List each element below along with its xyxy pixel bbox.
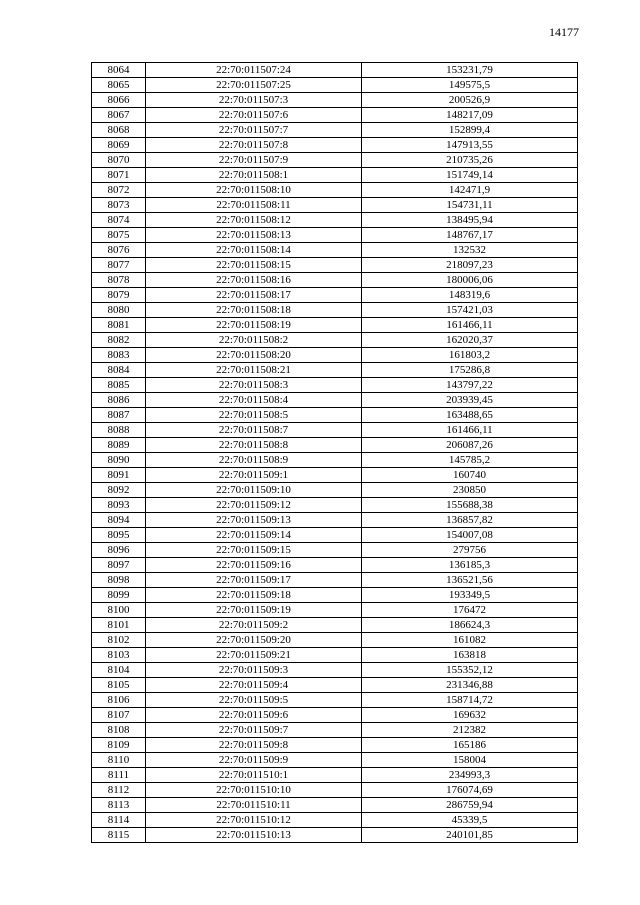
value-cell: 155688,38 <box>362 498 578 513</box>
value-cell: 203939,45 <box>362 393 578 408</box>
row-number-cell: 8077 <box>92 258 146 273</box>
row-number-cell: 8071 <box>92 168 146 183</box>
cadastral-number-cell: 22:70:011509:21 <box>146 648 362 663</box>
cadastral-number-cell: 22:70:011508:11 <box>146 198 362 213</box>
cadastral-number-cell: 22:70:011510:12 <box>146 813 362 828</box>
table-row <box>92 453 578 468</box>
table-row <box>92 783 578 798</box>
table-row <box>92 498 578 513</box>
cadastral-number-cell: 22:70:011508:13 <box>146 228 362 243</box>
table-row <box>92 663 578 678</box>
table-row <box>92 93 578 108</box>
cadastral-number-cell: 22:70:011508:4 <box>146 393 362 408</box>
cadastral-number-cell: 22:70:011509:12 <box>146 498 362 513</box>
row-number-cell: 8070 <box>92 153 146 168</box>
value-cell: 158004 <box>362 753 578 768</box>
table-row <box>92 573 578 588</box>
table-row <box>92 153 578 168</box>
table-row <box>92 723 578 738</box>
table-row <box>92 258 578 273</box>
row-number-cell: 8110 <box>92 753 146 768</box>
value-cell: 175286,8 <box>362 363 578 378</box>
table-row <box>92 348 578 363</box>
table-body <box>92 63 578 843</box>
value-cell: 143797,22 <box>362 378 578 393</box>
row-number-cell: 8097 <box>92 558 146 573</box>
row-number-cell: 8102 <box>92 633 146 648</box>
table-row <box>92 603 578 618</box>
row-number-cell: 8095 <box>92 528 146 543</box>
table-row <box>92 423 578 438</box>
row-number-cell: 8086 <box>92 393 146 408</box>
cadastral-number-cell: 22:70:011509:16 <box>146 558 362 573</box>
value-cell: 240101,85 <box>362 828 578 843</box>
value-cell: 148217,09 <box>362 108 578 123</box>
row-number-cell: 8076 <box>92 243 146 258</box>
value-cell: 169632 <box>362 708 578 723</box>
row-number-cell: 8081 <box>92 318 146 333</box>
row-number-cell: 8106 <box>92 693 146 708</box>
row-number-cell: 8098 <box>92 573 146 588</box>
table-row <box>92 168 578 183</box>
value-cell: 136185,3 <box>362 558 578 573</box>
row-number-cell: 8096 <box>92 543 146 558</box>
value-cell: 148319,6 <box>362 288 578 303</box>
value-cell: 162020,37 <box>362 333 578 348</box>
cadastral-number-cell: 22:70:011509:2 <box>146 618 362 633</box>
row-number-cell: 8084 <box>92 363 146 378</box>
row-number-cell: 8085 <box>92 378 146 393</box>
row-number-cell: 8093 <box>92 498 146 513</box>
table-row <box>92 363 578 378</box>
value-cell: 160740 <box>362 468 578 483</box>
value-cell: 136521,56 <box>362 573 578 588</box>
cadastral-number-cell: 22:70:011508:9 <box>146 453 362 468</box>
value-cell: 176074,69 <box>362 783 578 798</box>
cadastral-number-cell: 22:70:011508:15 <box>146 258 362 273</box>
value-cell: 206087,26 <box>362 438 578 453</box>
cadastral-number-cell: 22:70:011507:7 <box>146 123 362 138</box>
table-row <box>92 588 578 603</box>
value-cell: 149575,5 <box>362 78 578 93</box>
value-cell: 161466,11 <box>362 318 578 333</box>
value-cell: 163488,65 <box>362 408 578 423</box>
value-cell: 157421,03 <box>362 303 578 318</box>
row-number-cell: 8115 <box>92 828 146 843</box>
row-number-cell: 8079 <box>92 288 146 303</box>
table-row <box>92 78 578 93</box>
cadastral-number-cell: 22:70:011509:17 <box>146 573 362 588</box>
value-cell: 210735,26 <box>362 153 578 168</box>
cadastral-number-cell: 22:70:011509:3 <box>146 663 362 678</box>
table-row <box>92 828 578 843</box>
cadastral-number-cell: 22:70:011509:9 <box>146 753 362 768</box>
cadastral-number-cell: 22:70:011509:4 <box>146 678 362 693</box>
cadastral-number-cell: 22:70:011510:10 <box>146 783 362 798</box>
table-row <box>92 618 578 633</box>
cadastral-number-cell: 22:70:011509:18 <box>146 588 362 603</box>
row-number-cell: 8067 <box>92 108 146 123</box>
value-cell: 154731,11 <box>362 198 578 213</box>
row-number-cell: 8105 <box>92 678 146 693</box>
value-cell: 151749,14 <box>362 168 578 183</box>
value-cell: 165186 <box>362 738 578 753</box>
row-number-cell: 8078 <box>92 273 146 288</box>
value-cell: 142471,9 <box>362 183 578 198</box>
row-number-cell: 8075 <box>92 228 146 243</box>
table-row <box>92 378 578 393</box>
table-row <box>92 543 578 558</box>
cadastral-number-cell: 22:70:011509:13 <box>146 513 362 528</box>
table-row <box>92 63 578 78</box>
cadastral-number-cell: 22:70:011508:7 <box>146 423 362 438</box>
row-number-cell: 8114 <box>92 813 146 828</box>
table-row <box>92 558 578 573</box>
table-row <box>92 333 578 348</box>
value-cell: 212382 <box>362 723 578 738</box>
value-cell: 186624,3 <box>362 618 578 633</box>
row-number-cell: 8100 <box>92 603 146 618</box>
row-number-cell: 8087 <box>92 408 146 423</box>
table-row <box>92 213 578 228</box>
table-row <box>92 438 578 453</box>
table-row <box>92 483 578 498</box>
table-row <box>92 408 578 423</box>
row-number-cell: 8111 <box>92 768 146 783</box>
value-cell: 200526,9 <box>362 93 578 108</box>
value-cell: 163818 <box>362 648 578 663</box>
table-row <box>92 528 578 543</box>
cadastral-number-cell: 22:70:011507:9 <box>146 153 362 168</box>
value-cell: 218097,23 <box>362 258 578 273</box>
value-cell: 138495,94 <box>362 213 578 228</box>
cadastral-number-cell: 22:70:011507:8 <box>146 138 362 153</box>
value-cell: 161803,2 <box>362 348 578 363</box>
table-row <box>92 738 578 753</box>
table-row <box>92 633 578 648</box>
value-cell: 152899,4 <box>362 123 578 138</box>
value-cell: 145785,2 <box>362 453 578 468</box>
value-cell: 286759,94 <box>362 798 578 813</box>
value-cell: 154007,08 <box>362 528 578 543</box>
table-row <box>92 693 578 708</box>
value-cell: 176472 <box>362 603 578 618</box>
cadastral-number-cell: 22:70:011508:17 <box>146 288 362 303</box>
value-cell: 231346,88 <box>362 678 578 693</box>
value-cell: 136857,82 <box>362 513 578 528</box>
row-number-cell: 8089 <box>92 438 146 453</box>
row-number-cell: 8074 <box>92 213 146 228</box>
table-row <box>92 198 578 213</box>
row-number-cell: 8103 <box>92 648 146 663</box>
cadastral-number-cell: 22:70:011508:18 <box>146 303 362 318</box>
cadastral-number-cell: 22:70:011509:7 <box>146 723 362 738</box>
value-cell: 153231,79 <box>362 63 578 78</box>
value-cell: 279756 <box>362 543 578 558</box>
value-cell: 230850 <box>362 483 578 498</box>
cadastral-number-cell: 22:70:011510:13 <box>146 828 362 843</box>
value-cell: 158714,72 <box>362 693 578 708</box>
page-number: 14177 <box>549 25 579 39</box>
table-row <box>92 123 578 138</box>
cadastral-number-cell: 22:70:011507:25 <box>146 78 362 93</box>
value-cell: 45339,5 <box>362 813 578 828</box>
table-row <box>92 813 578 828</box>
row-number-cell: 8080 <box>92 303 146 318</box>
cadastral-number-cell: 22:70:011508:21 <box>146 363 362 378</box>
value-cell: 234993,3 <box>362 768 578 783</box>
row-number-cell: 8073 <box>92 198 146 213</box>
cadastral-number-cell: 22:70:011510:1 <box>146 768 362 783</box>
cadastral-number-cell: 22:70:011509:14 <box>146 528 362 543</box>
cadastral-number-cell: 22:70:011507:24 <box>146 63 362 78</box>
value-cell: 132532 <box>362 243 578 258</box>
cadastral-number-cell: 22:70:011507:3 <box>146 93 362 108</box>
row-number-cell: 8064 <box>92 63 146 78</box>
value-cell: 161082 <box>362 633 578 648</box>
row-number-cell: 8112 <box>92 783 146 798</box>
cadastral-number-cell: 22:70:011509:19 <box>146 603 362 618</box>
cadastral-number-cell: 22:70:011509:15 <box>146 543 362 558</box>
table-row <box>92 708 578 723</box>
row-number-cell: 8109 <box>92 738 146 753</box>
cadastral-number-cell: 22:70:011508:20 <box>146 348 362 363</box>
table-row <box>92 468 578 483</box>
row-number-cell: 8107 <box>92 708 146 723</box>
cadastral-number-cell: 22:70:011509:8 <box>146 738 362 753</box>
cadastral-number-cell: 22:70:011510:11 <box>146 798 362 813</box>
table-row <box>92 288 578 303</box>
row-number-cell: 8091 <box>92 468 146 483</box>
row-number-cell: 8088 <box>92 423 146 438</box>
table-row <box>92 303 578 318</box>
value-cell: 180006,06 <box>362 273 578 288</box>
table-row <box>92 138 578 153</box>
row-number-cell: 8065 <box>92 78 146 93</box>
cadastral-number-cell: 22:70:011508:16 <box>146 273 362 288</box>
table-row <box>92 318 578 333</box>
cadastral-number-cell: 22:70:011508:3 <box>146 378 362 393</box>
row-number-cell: 8082 <box>92 333 146 348</box>
row-number-cell: 8083 <box>92 348 146 363</box>
cadastral-number-cell: 22:70:011507:6 <box>146 108 362 123</box>
cadastral-number-cell: 22:70:011509:5 <box>146 693 362 708</box>
row-number-cell: 8094 <box>92 513 146 528</box>
table-row <box>92 108 578 123</box>
value-cell: 161466,11 <box>362 423 578 438</box>
table-row <box>92 183 578 198</box>
cadastral-number-cell: 22:70:011509:20 <box>146 633 362 648</box>
table-row <box>92 648 578 663</box>
cadastral-number-cell: 22:70:011508:5 <box>146 408 362 423</box>
row-number-cell: 8099 <box>92 588 146 603</box>
value-cell: 148767,17 <box>362 228 578 243</box>
row-number-cell: 8090 <box>92 453 146 468</box>
cadastral-number-cell: 22:70:011509:6 <box>146 708 362 723</box>
row-number-cell: 8104 <box>92 663 146 678</box>
cadastral-number-cell: 22:70:011508:8 <box>146 438 362 453</box>
table-row <box>92 228 578 243</box>
table-row <box>92 798 578 813</box>
row-number-cell: 8101 <box>92 618 146 633</box>
row-number-cell: 8108 <box>92 723 146 738</box>
value-cell: 155352,12 <box>362 663 578 678</box>
row-number-cell: 8092 <box>92 483 146 498</box>
row-number-cell: 8072 <box>92 183 146 198</box>
row-number-cell: 8069 <box>92 138 146 153</box>
cadastral-number-cell: 22:70:011509:10 <box>146 483 362 498</box>
table-row <box>92 243 578 258</box>
cadastral-number-cell: 22:70:011508:14 <box>146 243 362 258</box>
cadastral-number-cell: 22:70:011508:1 <box>146 168 362 183</box>
cadastral-number-cell: 22:70:011509:1 <box>146 468 362 483</box>
value-cell: 193349,5 <box>362 588 578 603</box>
table-row <box>92 393 578 408</box>
table-row <box>92 273 578 288</box>
cadastral-number-cell: 22:70:011508:2 <box>146 333 362 348</box>
cadastral-number-cell: 22:70:011508:19 <box>146 318 362 333</box>
value-cell: 147913,55 <box>362 138 578 153</box>
table-row <box>92 768 578 783</box>
row-number-cell: 8066 <box>92 93 146 108</box>
cadastral-number-cell: 22:70:011508:12 <box>146 213 362 228</box>
row-number-cell: 8068 <box>92 123 146 138</box>
cadastral-value-table <box>91 62 578 843</box>
table-row <box>92 753 578 768</box>
table-row <box>92 513 578 528</box>
row-number-cell: 8113 <box>92 798 146 813</box>
table-row <box>92 678 578 693</box>
cadastral-number-cell: 22:70:011508:10 <box>146 183 362 198</box>
